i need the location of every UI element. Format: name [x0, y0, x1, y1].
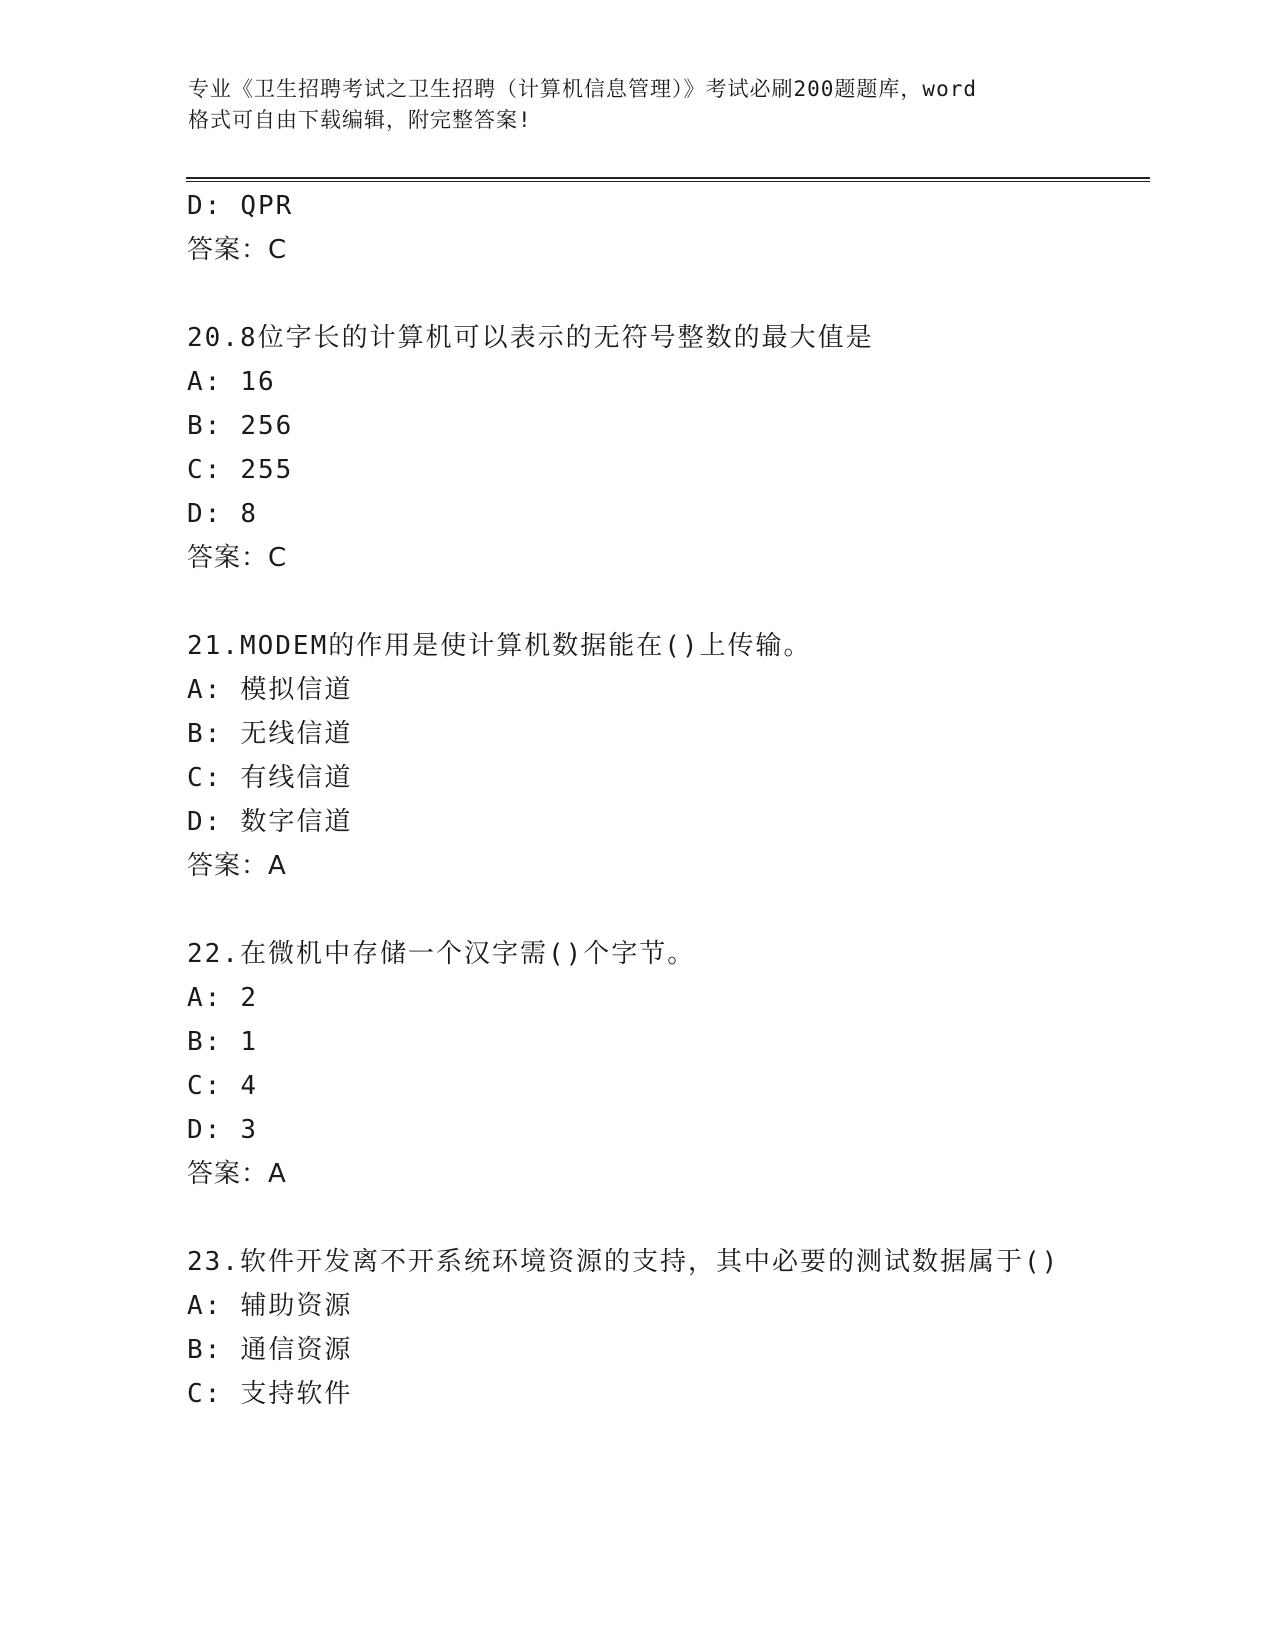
option-text: 模拟信道 — [240, 675, 353, 705]
q20-option-b — [187, 410, 293, 442]
option-text: 通信资源 — [240, 1335, 353, 1365]
option-text: 8 — [240, 499, 258, 529]
q23-option-a — [187, 1290, 352, 1322]
option-text: 256 — [240, 411, 294, 441]
option-label: B: — [187, 411, 223, 441]
option-label: A: — [187, 367, 223, 397]
option-text: 3 — [240, 1115, 258, 1145]
q20-option-a — [187, 366, 276, 398]
q22-option-b — [187, 1026, 258, 1058]
prev-option-d — [187, 190, 293, 222]
prev-answer: 答案：C — [187, 235, 288, 265]
option-label: B: — [187, 719, 223, 749]
q21-option-d — [187, 806, 352, 838]
q21-option-b — [187, 718, 352, 750]
option-label: C: — [187, 455, 223, 485]
question-23: 23.软件开发离不开系统环境资源的支持，其中必要的测试数据属于() — [187, 1247, 1060, 1277]
q20-option-d — [187, 498, 258, 530]
document-header — [188, 74, 1088, 136]
option-text: 数字信道 — [240, 807, 353, 837]
option-text: 辅助资源 — [240, 1291, 353, 1321]
q23-option-b — [187, 1334, 352, 1366]
option-text: 有线信道 — [240, 763, 353, 793]
option-label: A: — [187, 1291, 223, 1321]
option-label: D: — [187, 1115, 223, 1145]
q21-option-c — [187, 762, 352, 794]
q20-option-c — [187, 454, 293, 486]
q22-answer: 答案：A — [187, 1159, 287, 1189]
option-text: 255 — [240, 455, 294, 485]
option-label: C: — [187, 1071, 223, 1101]
q20-answer: 答案：C — [187, 543, 288, 573]
option-text: 16 — [240, 367, 276, 397]
option-label: D: — [187, 499, 223, 529]
q22-option-a — [187, 982, 258, 1014]
option-label: A: — [187, 983, 223, 1013]
question-22: 22.在微机中存储一个汉字需()个字节。 — [187, 939, 696, 969]
header-divider — [186, 177, 1150, 182]
q23-option-c — [187, 1378, 352, 1410]
option-text: QPR — [240, 191, 294, 221]
option-text: 支持软件 — [240, 1379, 353, 1409]
option-label: A: — [187, 675, 223, 705]
option-text: 1 — [240, 1027, 258, 1057]
option-label: D: — [187, 807, 223, 837]
option-text: 4 — [240, 1071, 258, 1101]
option-label: C: — [187, 1379, 223, 1409]
option-label: D: — [187, 191, 223, 221]
q21-answer: 答案：A — [187, 851, 287, 881]
option-label: C: — [187, 763, 223, 793]
header-title-line-1: 专业《卫生招聘考试之卫生招聘（计算机信息管理）》考试必刷200题题库，word — [188, 77, 977, 101]
option-text: 2 — [240, 983, 258, 1013]
option-label: B: — [187, 1027, 223, 1057]
q22-option-d — [187, 1114, 258, 1146]
q22-option-c — [187, 1070, 258, 1102]
option-label: B: — [187, 1335, 223, 1365]
q21-option-a — [187, 674, 352, 706]
question-20: 20.8位字长的计算机可以表示的无符号整数的最大值是 — [187, 323, 874, 353]
question-21: 21.MODEM的作用是使计算机数据能在()上传输。 — [187, 631, 812, 661]
header-title-line-2: 格式可自由下载编辑，附完整答案! — [188, 108, 532, 132]
option-text: 无线信道 — [240, 719, 353, 749]
